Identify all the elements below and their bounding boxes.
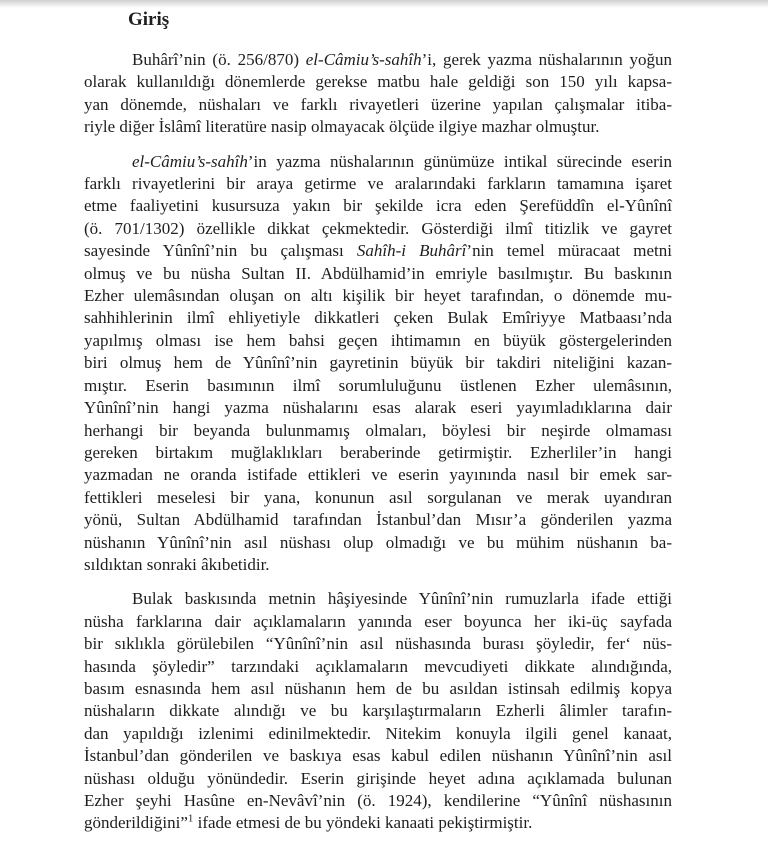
text-line <box>84 812 672 834</box>
text-line <box>84 700 672 722</box>
work-title-italic: el-Câmiu’s-sahîh <box>132 151 248 171</box>
text-line <box>84 509 672 531</box>
text-line <box>84 464 672 486</box>
text-segment: dan yapıldığı izlenimi edinilmektedir. Nitekim konuyla ilgili genel kanaat, <box>84 723 672 743</box>
text-line <box>84 532 672 554</box>
text-line <box>84 397 672 419</box>
text-segment: nüsha farklarına dair açıklamaların yanında eser boyunca her iki-üç sayfada <box>84 611 672 631</box>
text-line <box>84 71 672 93</box>
text-segment: herhangi bir beyanda bulunmamış olmaları, böylesi bir neşirde olmaması <box>84 420 672 440</box>
text-segment: nüshaların dikkate alındığı ve bu karşılaştırmaların Ezherli âlimler tarafın- <box>84 701 672 721</box>
work-title-italic: Sahîh-i Buhârî <box>356 241 467 261</box>
text-segment: ifade etmesi de bu yöndeki kanaati pekiştirmiştir. <box>193 813 533 833</box>
text-line <box>84 487 672 509</box>
work-title-italic: el-Câmiu’s-sahîh <box>305 50 422 69</box>
text-line <box>84 218 672 240</box>
text-segment: farklı rivayetlerini bir araya getirme ve aralarındaki farkların tamamına işaret <box>84 174 672 194</box>
text-line <box>84 554 672 576</box>
text-segment: sayesinde Yûnînî’nin bu çalışması <box>84 241 357 261</box>
text-segment: olarak kullanıldığı dönemlerde gerekse matbu hale geldiği son 150 yılı kapsa- <box>84 72 672 92</box>
text-segment: yazmadan ne oranda istifade ettikleri ve eserin yayınında nasıl bir emek sar- <box>84 465 672 485</box>
text-segment: olmuş ve bu nüsha Sultan II. Abdülhamid’in emriyle basılmıştır. Bu baskının <box>84 263 672 283</box>
paragraph <box>84 151 672 577</box>
text-segment: riyle diğer İslâmî literatüre nasip olmayacak ölçüde ilgiye mazhar olmuştur. <box>84 117 600 137</box>
text-line <box>84 678 672 700</box>
text-line <box>84 285 672 307</box>
text-segment: Ezher ulemâsından oluşan on altı kişilik bir heyet tarafından, o dönemde mu- <box>84 286 672 306</box>
text-segment: Buhârî’nin (ö. 256/870) <box>132 50 306 69</box>
text-segment: İstanbul’dan gönderilen ve baskıya esas kabul edilen nüshanın Yûnînî’nin asıl <box>84 746 672 766</box>
text-line <box>84 723 672 745</box>
text-line <box>84 442 672 464</box>
text-segment: sahhihlerinin ilmî ehliyetiyle dikkatleri çeken Bulak Emîriyye Matbaası’nda <box>84 308 672 328</box>
text-line <box>84 611 672 633</box>
text-line <box>84 420 672 442</box>
text-line <box>84 307 672 329</box>
text-segment: yapılmış olması ise hem bahsi geçen ihtimamın en büyük göstergelerinden <box>84 330 672 350</box>
text-line <box>84 375 672 397</box>
text-line <box>84 633 672 655</box>
text-segment: ’in yazma nüshalarının günümüze intikal sürecinde eserin <box>247 151 672 171</box>
text-segment: yönü, Sultan Abdülhamid tarafından İstanbul’dan Mısır’a gönderilen yazma <box>84 510 672 530</box>
text-segment: ’i, gerek yazma nüshalarının yoğun <box>421 50 672 69</box>
text-segment: fettikleri meselesi bir yana, konunun asıl sorgulanan ve merak uyandıran <box>84 487 672 507</box>
text-segment: yan dönemde, nüshaları ve farklı rivayetleri üzerine yapılan çalışmalar itiba- <box>84 94 672 114</box>
text-segment: gönderildiğini” <box>84 813 188 833</box>
text-line <box>84 768 672 790</box>
text-line <box>84 352 672 374</box>
text-segment: biri olmuş hem de Yûnînî’nin gayretinin büyük bir takdiri niteliğini kazan- <box>84 353 672 373</box>
article-content <box>84 4 672 847</box>
text-segment: Yûnînî’nin hangi yazma nüshalarını esas alarak eseri yayımladıklarına dair <box>84 398 672 418</box>
text-line <box>84 94 672 116</box>
text-segment: nüshası olduğu yönündedir. Eserin girişinde heyet adına açıklamada bulunan <box>84 768 672 788</box>
text-line <box>84 588 672 610</box>
text-line <box>84 745 672 767</box>
text-segment: ’nin temel müracaat metni <box>466 241 672 261</box>
text-segment: (ö. 701/1302) özellikle dikkat çekmektedir. Gösterdiği ilmî titizlik ve gayret <box>84 218 672 238</box>
text-line <box>84 240 672 262</box>
text-segment: basım esnasında hem asıl nüshanın hem de bu asıldan istinsah edilmiş kopya <box>84 678 672 698</box>
text-line <box>84 330 672 352</box>
text-line <box>84 195 672 217</box>
text-segment: mıştır. Eserin basımının ilmî sorumluluğunu üstlenen Ezher ulemâsının, <box>84 375 672 395</box>
text-segment: sıldıktan sonraki âkıbetidir. <box>84 554 270 574</box>
text-line <box>84 49 672 71</box>
text-line <box>84 263 672 285</box>
text-line <box>84 116 672 138</box>
section-heading: Giriş <box>128 9 170 30</box>
text-segment: bir sıklıkla görülebilen “Yûnînî’nin asıl nüshasında burası şöyledir, fer‘ nüs- <box>84 634 672 654</box>
text-segment: hasında şöyledir” tarzındaki açıklamaların mevcudiyeti dikkate alındığında, <box>84 656 672 676</box>
text-line <box>84 173 672 195</box>
text-segment: gereken birtakım muğlaklıkları beraberinde getirmiştir. Ezherliler’in hangi <box>84 442 672 462</box>
text-line <box>84 656 672 678</box>
text-segment: Ezher şeyhi Hasûne en-Nevâvî’nin (ö. 1924), kendilerine “Yûnînî nüshasının <box>84 791 672 810</box>
paragraph <box>84 588 672 834</box>
body-text <box>84 49 672 835</box>
text-segment: nüshanın Yûnînî’nin asıl nüshası olup olmadığı ve bu mühim nüshanın ba- <box>84 532 672 552</box>
paragraph <box>84 49 672 139</box>
text-line <box>84 151 672 173</box>
footnote-reference: 1 <box>187 812 194 825</box>
text-segment: etme faaliyetini kusursuza yakın bir şekilde icra eden Şerefüddîn el-Yûnînî <box>84 196 672 216</box>
text-segment: Bulak baskısında metnin hâşiyesinde Yûnînî’nin rumuzlarla ifade ettiği <box>132 589 672 609</box>
text-line <box>84 790 672 812</box>
